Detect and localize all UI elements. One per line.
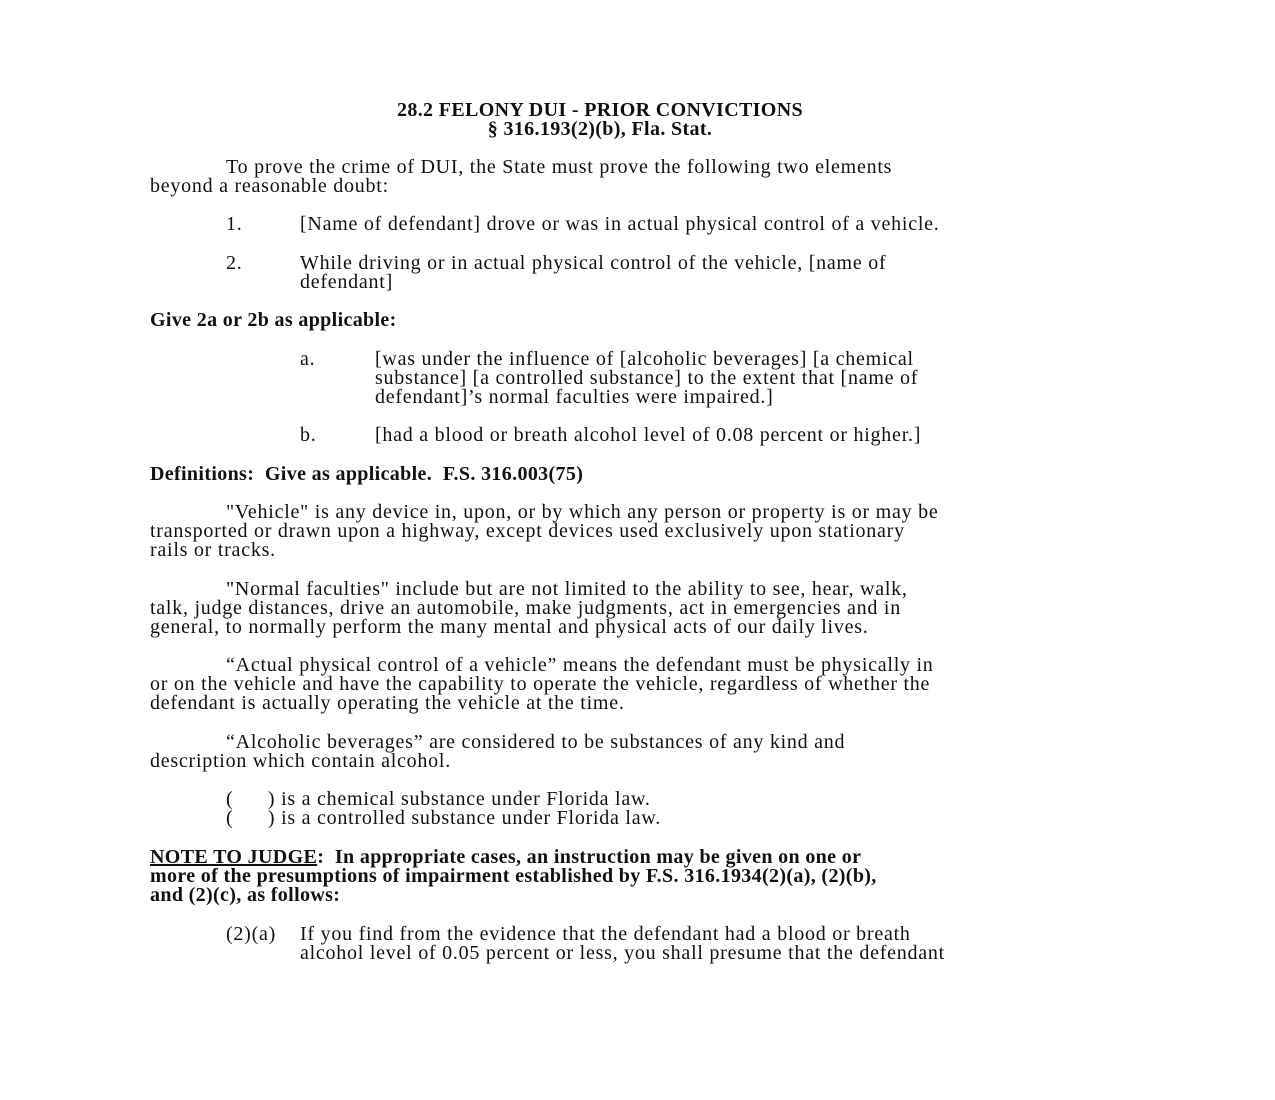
option-text: substance] [a controlled substance] to the extent that [name of [375, 367, 919, 389]
element-text: [Name of defendant] drove or was in actual physical control of a vehicle. [300, 213, 940, 235]
definition-line: "Vehicle" is any device in, upon, or by which any person or property is or may be [226, 501, 939, 523]
definition-line: talk, judge distances, drive an automobile, make judgments, act in emergencies and in [150, 597, 901, 619]
element-text: defendant] [300, 271, 394, 293]
definition-line: or on the vehicle and have the capability to operate the vehicle, regardless of whether the [150, 673, 931, 695]
note-label: NOTE TO JUDGE [150, 846, 318, 868]
note-text: : In appropriate cases, an instruction may be given on one or [317, 846, 862, 868]
note-line: and (2)(c), as follows: [150, 884, 341, 906]
option-letter: a. [300, 348, 316, 370]
intro-line: beyond a reasonable doubt: [150, 175, 389, 197]
blank-line: ( ) is a controlled substance under Florida law. [226, 807, 662, 829]
definition-line: rails or tracks. [150, 539, 276, 561]
note-line: more of the presumptions of impairment established by F.S. 316.1934(2)(a), (2)(b), [150, 865, 877, 887]
option-text: [was under the influence of [alcoholic beverages] [a chemical [375, 348, 914, 370]
definition-line: transported or drawn upon a highway, except devices used exclusively upon stationary [150, 520, 905, 542]
definition-line: "Normal faculties" include but are not limited to the ability to see, hear, walk, [226, 578, 908, 600]
element-text: While driving or in actual physical control of the vehicle, [name of [300, 252, 887, 274]
title: 28.2 FELONY DUI - PRIOR CONVICTIONS [397, 99, 803, 121]
option-letter: b. [300, 424, 317, 446]
presumption-text: alcohol level of 0.05 percent or less, you shall presume that the defendant [300, 942, 945, 964]
definition-line: “Actual physical control of a vehicle” means the defendant must be physically in [226, 654, 934, 676]
presumption-text: If you find from the evidence that the defendant had a blood or breath [300, 923, 911, 945]
definition-line: general, to normally perform the many mental and physical acts of our daily lives. [150, 616, 869, 638]
blank-line: ( ) is a chemical substance under Florida law. [226, 788, 651, 810]
definition-line: description which contain alcohol. [150, 750, 451, 772]
intro-line: To prove the crime of DUI, the State must prove the following two elements [226, 156, 893, 178]
element-number: 2. [226, 252, 243, 274]
option-text: [had a blood or breath alcohol level of 0.08 percent or higher.] [375, 424, 922, 446]
definition-line: defendant is actually operating the vehicle at the time. [150, 692, 625, 714]
give-heading: Give 2a or 2b as applicable: [150, 309, 397, 331]
definitions-heading: Definitions: Give as applicable. F.S. 316.003(75) [150, 463, 584, 485]
option-text: defendant]’s normal faculties were impaired.] [375, 386, 774, 408]
element-number: 1. [226, 213, 243, 235]
definition-line: “Alcoholic beverages” are considered to be substances of any kind and [226, 731, 846, 753]
presumption-label: (2)(a) [226, 923, 277, 945]
statute-citation: § 316.193(2)(b), Fla. Stat. [487, 118, 713, 140]
